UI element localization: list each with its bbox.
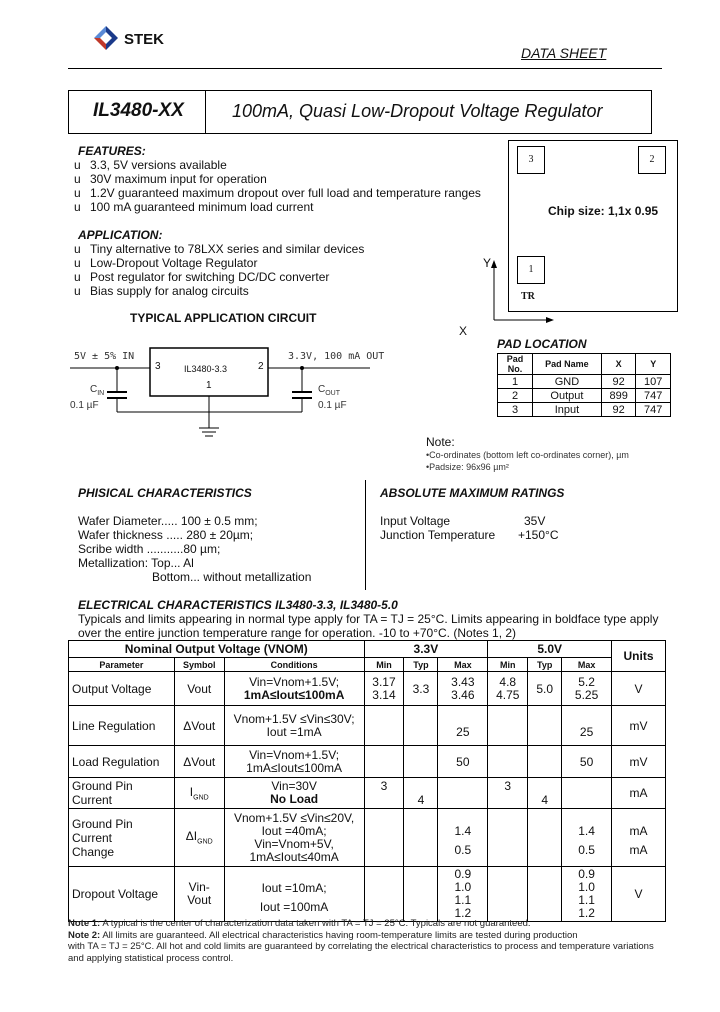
list-item: 100 mA guaranteed minimum load current: [90, 200, 314, 214]
chip-pad-2: 2: [638, 146, 666, 174]
chip-label: IL3480-3.3: [184, 364, 228, 374]
abs-max-value: 35V: [524, 514, 546, 528]
features-heading: FEATURES:: [78, 144, 146, 158]
output-label: 3.3V, 100 mA OUT: [288, 351, 385, 362]
table-header: Pad No.: [498, 354, 533, 375]
nominal-header: Nominal Output Voltage (VNOM): [69, 641, 365, 658]
abs-max-value: +150°C: [518, 528, 559, 542]
list-item: 1.2V guaranteed maximum dropout over full load and temperature ranges: [90, 186, 481, 200]
table-row: 2 Output 899 747: [498, 389, 671, 403]
pad-location-table: [497, 353, 671, 417]
footnotes: Note 1: A typical is the center of characterization data taken with TA = TJ = 25°C. Typicals are not guaranteed. Note 2: All limits are guaranteed. All electrical characteristics having room-temperature limits are tested during production with TA = TJ = 25°C. All hot and cold limits are guaranteed by correlating the electrical characteristics to process and temperature variations and applying statistical process control.: [68, 918, 654, 964]
cin-value: 0.1 µF: [70, 400, 99, 411]
col-header: Typ: [404, 658, 438, 672]
col-header: Symbol: [174, 658, 224, 672]
col-header: Min: [488, 658, 528, 672]
cin-label: C: [90, 384, 98, 395]
abs-max-label: Input Voltage: [380, 514, 451, 528]
physical-line: Bottom... without metallization: [152, 570, 312, 584]
col-header: Conditions: [224, 658, 364, 672]
pad-note-1: •Co-ordinates (bottom left co-ordinates corner), µm: [426, 450, 629, 460]
pin1-label: 1: [206, 380, 212, 391]
electrical-heading: ELECTRICAL CHARACTERISTICS IL3480-3.3, IL3480-5.0: [78, 598, 398, 612]
part-number: IL3480-XX: [93, 100, 184, 121]
list-item: Low-Dropout Voltage Regulator: [90, 256, 258, 270]
physical-line: Scribe width ...........80 µm;: [78, 542, 221, 556]
physical-heading: PHISICAL CHARACTERISTICS: [78, 486, 252, 500]
list-item: Post regulator for switching DC/DC converter: [90, 270, 330, 284]
col-header: Typ: [528, 658, 562, 672]
col-header: Max: [438, 658, 488, 672]
table-header: Y: [636, 354, 671, 375]
abs-max-heading: ABSOLUTE MAXIMUM RATINGS: [380, 486, 565, 500]
application-circuit: [70, 340, 410, 440]
axis-icon: [486, 258, 556, 328]
pin2-label: 2: [258, 361, 264, 372]
v50-header: 5.0V: [488, 641, 612, 658]
pad-note-2: •Padsize: 96x96 µm²: [426, 462, 509, 472]
list-item: 3.3, 5V versions available: [90, 158, 227, 172]
table-row: Load Regulation ΔVout Vin=Vnom+1.5V; 1mA≤Iout≤100mA 50 50 mV: [69, 746, 666, 778]
page-title: 100mA, Quasi Low-Dropout Voltage Regulator: [232, 101, 603, 121]
physical-line: Metallization: Top... Al: [78, 556, 194, 570]
col-header: Min: [364, 658, 404, 672]
electrical-table: [68, 640, 666, 922]
doc-type: DATA SHEET: [521, 45, 607, 61]
pad-note-heading: Note:: [426, 435, 455, 449]
abs-max-label: Junction Temperature: [380, 528, 496, 542]
cout-value: 0.1 µF: [318, 400, 347, 411]
cout-sub: OUT: [325, 390, 341, 397]
table-row: Ground Pin Current Change $\Delta I_{GND}$ Vnom+1.5V ≤Vin≤20V, Iout =40mA; Vin=Vnom+5V, 1mA≤Iout≤40mA 1.4 0.5 1.4 0.5 mA mA: [69, 809, 666, 867]
cout-label: C: [318, 384, 326, 395]
chip-pad-3: 3: [517, 146, 545, 174]
col-header: Max: [562, 658, 612, 672]
list-item: Tiny alternative to 78LXX series and similar devices: [90, 242, 365, 256]
tr-label: TR: [521, 291, 535, 302]
list-item: Bias supply for analog circuits: [90, 284, 249, 298]
pad-location-heading: PAD LOCATION: [497, 337, 587, 351]
electrical-intro: Typicals and limits appearing in normal type apply for TA = TJ = 25°C. Limits appearing in boldface type apply: [78, 612, 659, 626]
physical-line: Wafer Diameter..... 100 ± 0.5 mm;: [78, 514, 258, 528]
col-header: Parameter: [69, 658, 175, 672]
table-header: Pad Name: [533, 354, 602, 375]
table-row: 3 Input 92 747: [498, 403, 671, 417]
units-header: Units: [612, 641, 666, 672]
circuit-heading: TYPICAL APPLICATION CIRCUIT: [130, 311, 317, 325]
cin-sub: IN: [97, 390, 105, 397]
pin3-label: 3: [155, 361, 161, 372]
stek-logo-icon: [92, 24, 124, 54]
chip-size: Chip size: 1,1x 0.95: [548, 204, 659, 218]
axis-x-label: X: [459, 324, 468, 338]
application-list: u Tiny alternative to 78LXX series and similar devices u Low-Dropout Voltage Regulator u Post regulator for switching DC/DC converter u Bias supply for analog circuits: [74, 242, 365, 298]
table-header: X: [601, 354, 636, 375]
chip-pad-1: 1: [517, 256, 545, 284]
logo-text: STEK: [124, 31, 165, 48]
features-list: u 3.3, 5V versions available u 30V maximum input for operation u 1.2V guaranteed maximum dropout over full load and temperature ranges u 100 mA guaranteed minimum load current: [74, 158, 481, 214]
list-item: 30V maximum input for operation: [90, 172, 267, 186]
input-label: 5V ± 5% IN: [74, 351, 135, 362]
v33-header: 3.3V: [364, 641, 488, 658]
table-row: Ground Pin Current $I_{GND}$ Vin=30V No Load 3 4 3 4 mA: [69, 778, 666, 809]
application-heading: APPLICATION:: [78, 228, 163, 242]
physical-line: Wafer thickness ..... 280 ± 20µm;: [78, 528, 254, 542]
axis-y-label: Y: [483, 256, 492, 270]
table-row: Output Voltage Vout Vin=Vnom+1.5V; 1mA≤Iout≤100mA 3.17 3.14 3.3 3.43 3.46 4.8 4.75 5.0 5.2 5.25 V: [69, 672, 666, 706]
table-row: 1 GND 92 107: [498, 375, 671, 389]
electrical-intro: over the entire junction temperature range for operation. -10 to +70°C. (Notes 1, 2): [78, 626, 517, 640]
table-row: Dropout Voltage Vin- Vout Iout =10mA; Iout =100mA 0.9 1.0 1.1 1.2 0.9 1.0 1.1 1.2 V: [69, 867, 666, 922]
table-row: Line Regulation ΔVout Vnom+1.5V ≤Vin≤30V; Iout =1mA 25 25 mV: [69, 706, 666, 746]
